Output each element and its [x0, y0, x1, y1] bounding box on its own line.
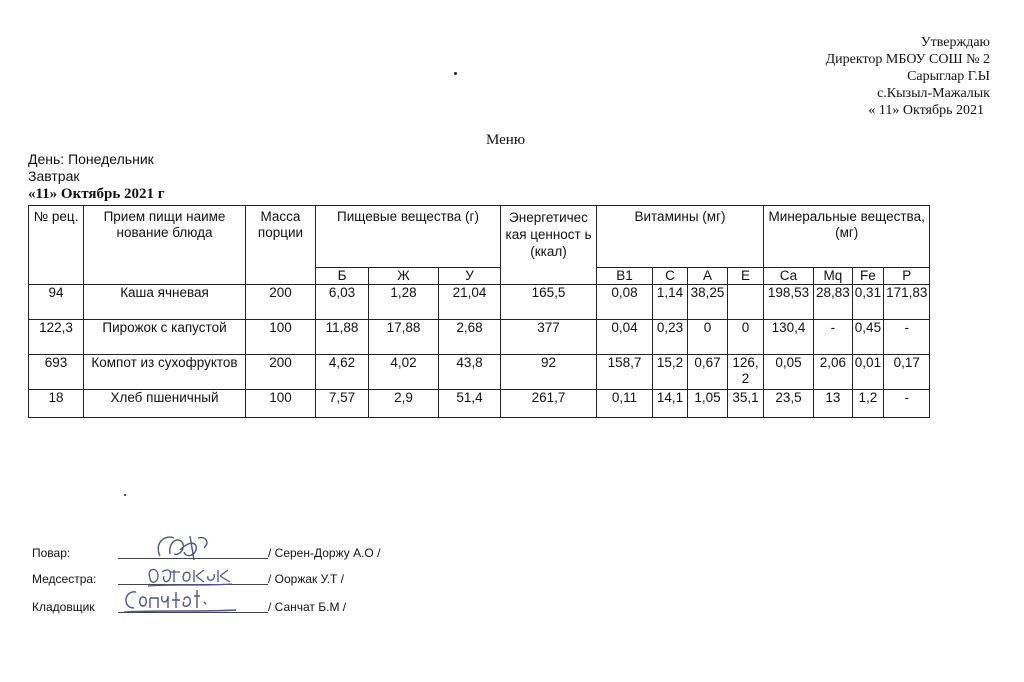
cell-c: 0,23 — [653, 320, 688, 355]
cell-c: 1,14 — [653, 285, 688, 320]
cell-dish: Пирожок с капустой — [84, 320, 246, 355]
header-energy: Энергетичес кая ценност ь (ккал) — [501, 206, 597, 285]
cell-fe: 1,2 — [852, 390, 883, 418]
cell-energy: 261,7 — [501, 390, 597, 418]
cell-b1: 0,04 — [597, 320, 653, 355]
storekeeper-name: / Санчат Б.М / — [268, 600, 347, 614]
handwritten-signature-cook — [150, 530, 220, 564]
cell-zh: 2,9 — [369, 390, 439, 418]
page-title: Меню — [486, 132, 526, 148]
cell-u: 43,8 — [439, 355, 501, 390]
cell-mass: 200 — [246, 355, 316, 390]
cell-a: 1,05 — [688, 390, 728, 418]
table-row — [29, 320, 930, 355]
cell-ca: 23,5 — [764, 390, 814, 418]
header-recipe-no: № рец. — [29, 206, 84, 285]
cell-b1: 0,08 — [597, 285, 653, 320]
approval-line-5: « 11» Октябрь 2021 — [868, 103, 984, 118]
cell-dish: Каша ячневая — [84, 285, 246, 320]
table-row — [29, 285, 930, 320]
cell-zh: 17,88 — [369, 320, 439, 355]
cell-b1: 0,11 — [597, 390, 653, 418]
cell-u: 2,68 — [439, 320, 501, 355]
header-fe: Fe — [852, 268, 883, 285]
cell-p: 171,83 — [884, 285, 930, 320]
cell-e: 126,2 — [728, 355, 764, 390]
day-label: День: Понедельник — [28, 151, 154, 167]
cell-zh: 1,28 — [369, 285, 439, 320]
header-e: Е — [728, 268, 764, 285]
cell-a: 0,67 — [688, 355, 728, 390]
header-mass: Масса порции — [246, 206, 316, 285]
header-dish: Прием пищи наиме нование блюда — [84, 206, 246, 285]
cell-mass: 100 — [246, 320, 316, 355]
cell-fe: 0,31 — [852, 285, 883, 320]
approval-line-4: с.Кызыл-Мажалык — [877, 86, 990, 101]
header-u: У — [439, 268, 501, 285]
cell-recipe-no: 693 — [29, 355, 84, 390]
stray-dot — [124, 494, 126, 496]
meal-label: Завтрак — [28, 168, 80, 184]
header-ca: Са — [764, 268, 814, 285]
cell-fe: 0,01 — [852, 355, 883, 390]
cell-dish: Хлеб пшеничный — [84, 390, 246, 418]
approval-block — [826, 34, 990, 119]
header-p: Р — [884, 268, 930, 285]
handwritten-signature-storekeeper — [120, 586, 240, 616]
cell-u: 51,4 — [439, 390, 501, 418]
stray-dot — [454, 72, 457, 75]
signature-row-cook — [32, 544, 432, 564]
cell-b: 11,88 — [316, 320, 369, 355]
approval-line-2: Директор МБОУ СОШ № 2 — [825, 52, 990, 67]
cell-mass: 200 — [246, 285, 316, 320]
cell-p: - — [884, 320, 930, 355]
cell-c: 15,2 — [653, 355, 688, 390]
cell-mass: 100 — [246, 390, 316, 418]
cell-ca: 130,4 — [764, 320, 814, 355]
menu-table — [28, 205, 930, 418]
nurse-name: / Ооржак У.Т / — [268, 572, 344, 586]
header-b: Б — [316, 268, 369, 285]
header-minerals: Минеральные вещества, (мг) — [764, 206, 930, 268]
cell-a: 0 — [688, 320, 728, 355]
header-c: С — [653, 268, 688, 285]
cell-zh: 4,02 — [369, 355, 439, 390]
signature-row-storekeeper — [32, 598, 432, 618]
header-vitamins: Витамины (мг) — [597, 206, 764, 268]
header-zh: Ж — [369, 268, 439, 285]
cell-ca: 0,05 — [764, 355, 814, 390]
cell-e: 35,1 — [728, 390, 764, 418]
table-row — [29, 390, 930, 418]
cell-mg: - — [814, 320, 853, 355]
cell-mg: 13 — [814, 390, 853, 418]
cell-p: - — [884, 390, 930, 418]
cell-energy: 92 — [501, 355, 597, 390]
header-b1: В1 — [597, 268, 653, 285]
cell-p: 0,17 — [884, 355, 930, 390]
cell-fe: 0,45 — [852, 320, 883, 355]
cell-energy: 377 — [501, 320, 597, 355]
cell-mg: 28,83 — [814, 285, 853, 320]
cell-b1: 158,7 — [597, 355, 653, 390]
cell-b: 7,57 — [316, 390, 369, 418]
cook-label: Повар: — [32, 546, 71, 560]
table-row — [29, 355, 930, 390]
cook-name: / Серен-Доржу А.О / — [268, 546, 381, 560]
cell-energy: 165,5 — [501, 285, 597, 320]
cell-b: 4,62 — [316, 355, 369, 390]
cell-ca: 198,53 — [764, 285, 814, 320]
cell-u: 21,04 — [439, 285, 501, 320]
cell-b: 6,03 — [316, 285, 369, 320]
approval-line-3: Сарыглар Г.Ы — [907, 69, 990, 84]
cell-dish: Компот из сухофруктов — [84, 355, 246, 390]
header-mg: Mq — [814, 268, 853, 285]
storekeeper-label: Кладовщик — [32, 600, 95, 614]
cell-mg: 2,06 — [814, 355, 853, 390]
cell-recipe-no: 18 — [29, 390, 84, 418]
date-label: «11» Октябрь 2021 г — [28, 186, 165, 202]
header-nutrients: Пищевые вещества (г) — [316, 206, 501, 268]
cell-c: 14,1 — [653, 390, 688, 418]
nurse-label: Медсестра: — [32, 572, 97, 586]
header-a: А — [688, 268, 728, 285]
cell-recipe-no: 122,3 — [29, 320, 84, 355]
cell-a: 38,25 — [688, 285, 728, 320]
cell-e: 0 — [728, 320, 764, 355]
cell-e — [728, 285, 764, 320]
cell-recipe-no: 94 — [29, 285, 84, 320]
approval-line-1: Утверждаю — [920, 35, 990, 50]
